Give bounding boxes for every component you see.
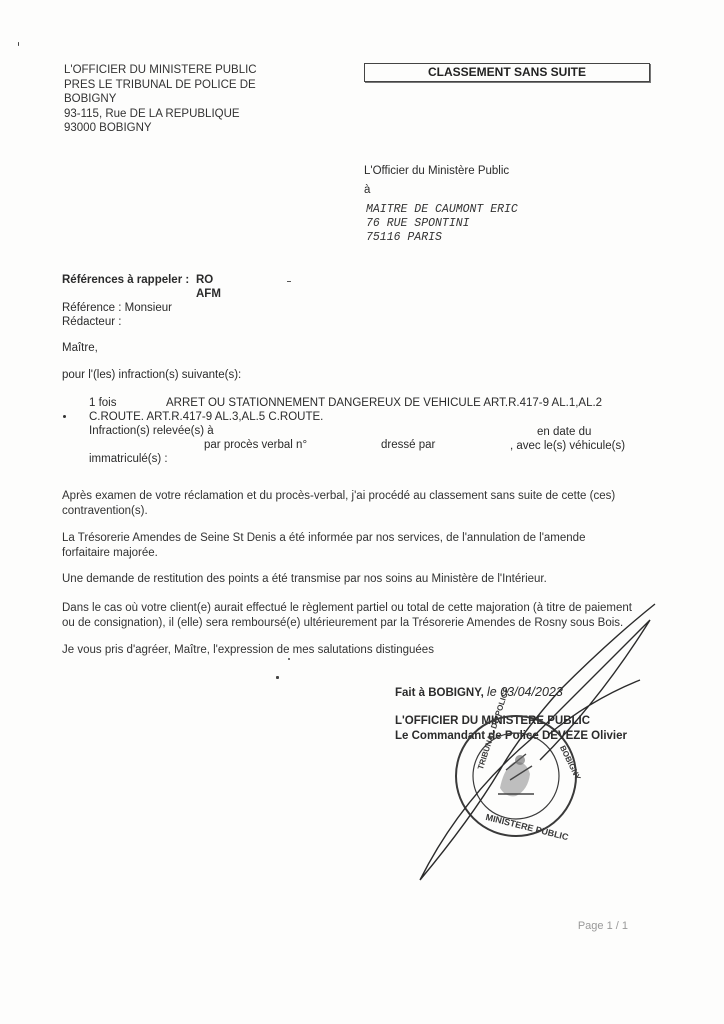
paragraph-tresorerie [62, 531, 652, 560]
stamp-top-text: TRIBUNAL DE POLICE [476, 686, 512, 771]
ink-speck [288, 658, 290, 660]
paragraph-classement [62, 489, 652, 518]
paragraph-salutations: Je vous pris d'agréer, Maître, l'expression de mes salutations distinguées [62, 644, 434, 656]
infraction-count: 1 fois [89, 397, 117, 409]
infraction-relevee: Infraction(s) relevée(s) à [89, 425, 214, 437]
marianne-emblem-icon [498, 754, 534, 796]
recipient-from: L'Officier du Ministère Public [364, 165, 510, 177]
paragraph-line: La Trésorerie Amendes de Seine St Denis a été informée par nos services, de l'annulation de l'amende [62, 532, 586, 544]
salutation: Maître, [62, 342, 98, 354]
signature-commander: Le Commandant de Police DEVEZE Olivier [395, 730, 627, 742]
paragraph-remboursement [62, 601, 652, 630]
infraction-pv: par procès verbal n° [204, 439, 308, 451]
stamp-city: BOBIGNY [557, 744, 583, 782]
issuer-line: 93000 BOBIGNY [64, 122, 152, 134]
infraction-immat: immatriculé(s) : [89, 453, 168, 465]
refs-redacteur: Rédacteur : [62, 316, 122, 328]
ink-speck [276, 676, 279, 679]
paragraph-line: forfaitaire majorée. [62, 546, 158, 559]
document-title: CLASSEMENT SANS SUITE [364, 63, 650, 82]
paragraph-line: ou de consignation), il (elle) sera remboursé(e) ultérieurement par la Trésorerie Amendes de Rosny sous Bois. [62, 616, 624, 629]
ink-speck [18, 42, 19, 46]
infraction-dresse: dressé par [381, 439, 436, 451]
paragraph-line: Dans le cas où votre client(e) aurait effectué le règlement partiel ou total de cette majoration (à titre de paiement [62, 602, 632, 614]
recipient-a: à [364, 184, 371, 196]
refs-label: Références à rappeler : [62, 274, 190, 286]
page-number: Page 1 / 1 [577, 920, 628, 932]
signature-date: le 03/04/2023 [487, 685, 563, 699]
infraction-line: C.ROUTE. ART.R.417-9 AL.3,AL.5 C.ROUTE. [89, 411, 324, 423]
issuer-line: BOBIGNY [64, 93, 117, 105]
bullet-icon [63, 415, 66, 418]
issuer-line: L'OFFICIER DU MINISTERE PUBLIC [64, 64, 257, 76]
intro-text: pour l'(les) infraction(s) suivante(s): [62, 369, 242, 381]
recipient-name: MAITRE DE CAUMONT ERIC [366, 203, 518, 216]
issuer-block [64, 63, 257, 136]
stamp-bottom-text: MINISTERE PUBLIC [484, 812, 570, 843]
paragraph-line: contravention(s). [62, 504, 148, 517]
recipient-city: 75116 PARIS [366, 231, 442, 245]
issuer-line: 93-115, Rue DE LA REPUBLIQUE [64, 107, 240, 120]
recipient-street: 76 RUE SPONTINI [366, 217, 470, 231]
refs-afm: AFM [196, 288, 221, 300]
refs-reference: Référence : Monsieur [62, 302, 172, 314]
infraction-line: ARRET OU STATIONNEMENT DANGEREUX DE VEHICULE ART.R.417-9 AL.1,AL.2 [166, 397, 603, 409]
dash-mark [287, 281, 291, 282]
infraction-vehicule: , avec le(s) véhicule(s) [510, 440, 626, 452]
issuer-line: PRES LE TRIBUNAL DE POLICE DE [64, 78, 256, 91]
signature-fait: Fait à BOBIGNY, [395, 687, 484, 699]
infraction-en-date: en date du [537, 426, 592, 438]
refs-ro: RO [196, 274, 214, 286]
signature-office: L'OFFICIER DU MINISTERE PUBLIC [395, 715, 591, 727]
paragraph-line: Après examen de votre réclamation et du procès-verbal, j'ai procédé au classement sans suite de cette (ces) [62, 490, 616, 502]
recipient-address [366, 203, 518, 246]
paragraph-points: Une demande de restitution des points a été transmise par nos soins au Ministère de l'Intérieur. [62, 573, 547, 585]
signature-place [395, 685, 563, 699]
